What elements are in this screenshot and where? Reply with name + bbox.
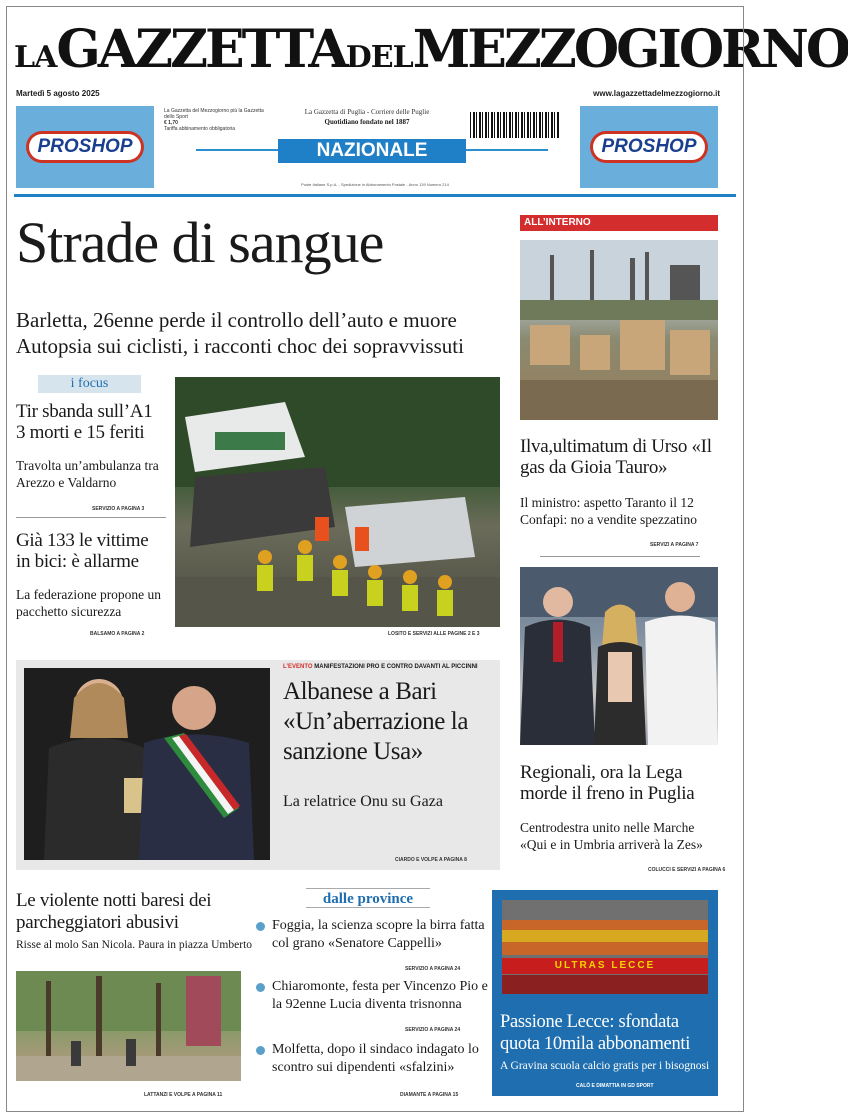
- notti-credit: LATTANZI E VOLPE A PAGINA 11: [144, 1092, 223, 1098]
- bari-street-photo[interactable]: [16, 971, 241, 1081]
- bari-street-illustration: [16, 971, 241, 1081]
- focus-story-2-text: La federazione propone un pacchetto sicurezza: [16, 587, 162, 619]
- province-item-foggia[interactable]: Foggia, la scienza scopre la birra fatta col grano «Senatore Cappelli»: [256, 917, 496, 953]
- focus-divider: [16, 517, 166, 518]
- edition-rule-right: [466, 149, 548, 151]
- province-section-label: dalle province: [306, 888, 430, 908]
- albanese-text: La relatrice Onu su Gaza: [283, 793, 443, 810]
- regionali-text: Centrodestra unito nelle Marche «Qui e in Umbria arriverà la Zes»: [520, 820, 703, 852]
- focus-section-label: i focus: [38, 375, 141, 393]
- albanese-credit: CIARDO E VOLPE A PAGINA 8: [395, 857, 467, 863]
- lecce-headline[interactable]: Passione Lecce: sfondata quota 10mila abbonamenti: [500, 1012, 691, 1054]
- masthead-del: DEL: [345, 40, 413, 75]
- albanese-kicker: [283, 664, 478, 670]
- issue-date: Martedì 5 agosto 2025: [16, 89, 100, 98]
- ilva-credit: SERVIZI A PAGINA 7: [650, 542, 699, 548]
- crash-scene-illustration: [175, 377, 500, 627]
- masthead-subtitle: La Gazzetta di Puglia - Corriere delle Puglie: [304, 108, 430, 116]
- masthead-mezzogiorno: MEZZOGIORNO: [412, 19, 848, 80]
- masthead-founded: Quotidiano fondato nel 1887: [324, 118, 410, 126]
- focus-story-2-credit: BALSAMO A PAGINA 2: [90, 631, 145, 637]
- masthead-gazzetta: GAZZETTA: [56, 19, 346, 80]
- albanese-illustration: [24, 668, 270, 860]
- crash-scene-photo[interactable]: [175, 377, 500, 627]
- regionali-headline[interactable]: Regionali, ora la Lega morde il freno in Puglia: [520, 762, 695, 804]
- focus-story-1-headline[interactable]: Tir sbanda sull’A1 3 morti e 15 feriti: [16, 401, 153, 443]
- regionali-credit: COLUCCI E SERVIZI A PAGINA 6: [648, 867, 726, 873]
- lead-subheadline-1: Barletta, 26enne perde il controllo dell’auto e muore: [16, 308, 457, 332]
- proshop-ad-left-label: PROSHOP: [29, 134, 140, 160]
- albanese-photo[interactable]: [24, 668, 270, 860]
- ilva-text: Il ministro: aspetto Taranto il 12 Confapi: no a vendite spezzatino: [520, 495, 697, 527]
- price-sub: Tariffa abbinamento obbligatoria: [164, 126, 236, 132]
- province-item-chiaromonte[interactable]: Chiaromonte, festa per Vincenzo Pio e la 92enne Lucia diventa trisnonna: [256, 978, 496, 1014]
- lecce-credit: CALÒ E DIMATTIA IN GD SPORT: [576, 1083, 654, 1089]
- albanese-kicker-text: MANIFESTAZIONI PRO E CONTRO DAVANTI AL PICCINNI: [314, 664, 478, 670]
- ilva-plant-photo[interactable]: [520, 240, 718, 420]
- price-note: La Gazzetta del Mezzogiorno più la Gazzetta dello Sport: [164, 108, 264, 120]
- albanese-kicker-tag: L’EVENTO: [283, 664, 313, 670]
- lead-headline[interactable]: Strade di sangue: [16, 210, 384, 275]
- notti-text: Risse al molo San Nicola. Paura in piazza Umberto: [16, 939, 253, 951]
- inside-section-label: ALL’INTERNO: [520, 215, 718, 231]
- proshop-ad-left[interactable]: [16, 106, 154, 188]
- crash-photo-credit: LOSITO E SERVIZI ALLE PAGINE 2 E 3: [388, 631, 480, 637]
- focus-story-2-headline[interactable]: Già 133 le vittime in bici: è allarme: [16, 530, 149, 572]
- politicians-illustration: [520, 567, 718, 745]
- province-item-molfetta-credit: DIAMANTE A PAGINA 15: [400, 1092, 459, 1098]
- lecce-fans-photo[interactable]: [502, 900, 708, 994]
- inside-divider: [540, 556, 700, 557]
- price-box: [164, 108, 264, 132]
- ilva-headline[interactable]: Ilva,ultimatum di Urso «Il gas da Gioia Tauro»: [520, 436, 712, 478]
- province-item-chiaromonte-credit: SERVIZIO A PAGINA 24: [405, 1027, 461, 1033]
- barcode-icon: [470, 112, 560, 138]
- masthead-la: LA: [14, 40, 57, 75]
- notti-headline[interactable]: Le violente notti baresi dei parcheggiatori abusivi: [16, 890, 212, 933]
- edition-rule-left: [196, 149, 278, 151]
- focus-story-1-text: Travolta un’ambulanza tra Arezzo e Valdarno: [16, 458, 159, 490]
- ilva-plant-illustration: [520, 240, 718, 420]
- proshop-ad-right[interactable]: [580, 106, 718, 188]
- price-value: € 1,70: [164, 120, 178, 126]
- albanese-headline[interactable]: Albanese a Bari «Un’aberrazione la sanzione Usa»: [283, 678, 469, 765]
- focus-story-1-credit: SERVIZIO A PAGINA 3: [92, 506, 145, 512]
- province-item-molfetta[interactable]: Molfetta, dopo il sindaco indagato lo scontro sui dipendenti «sfalzini»: [256, 1041, 496, 1077]
- province-item-foggia-credit: SERVIZIO A PAGINA 24: [405, 966, 461, 972]
- lecce-fans-illustration: [502, 900, 708, 994]
- website-link[interactable]: www.lagazzettadelmezzogiorno.it: [593, 89, 720, 98]
- lead-subheadline-2: Autopsia sui ciclisti, i racconti choc dei sopravvissuti: [16, 334, 464, 358]
- lecce-text: A Gravina scuola calcio gratis per i bisognosi: [500, 1060, 710, 1072]
- proshop-ad-right-label: PROSHOP: [593, 134, 704, 160]
- fineprint: Poste Italiane S.p.A. - Spedizione in Abbonamento Postale - Anno 139 Numero 214: [301, 182, 449, 187]
- edition-label: NAZIONALE: [278, 139, 466, 163]
- masthead-logo: [14, 18, 848, 82]
- masthead-divider: [14, 194, 736, 197]
- lecce-ultras-banner: ULTRAS LECCE: [502, 958, 708, 974]
- politicians-photo[interactable]: [520, 567, 718, 745]
